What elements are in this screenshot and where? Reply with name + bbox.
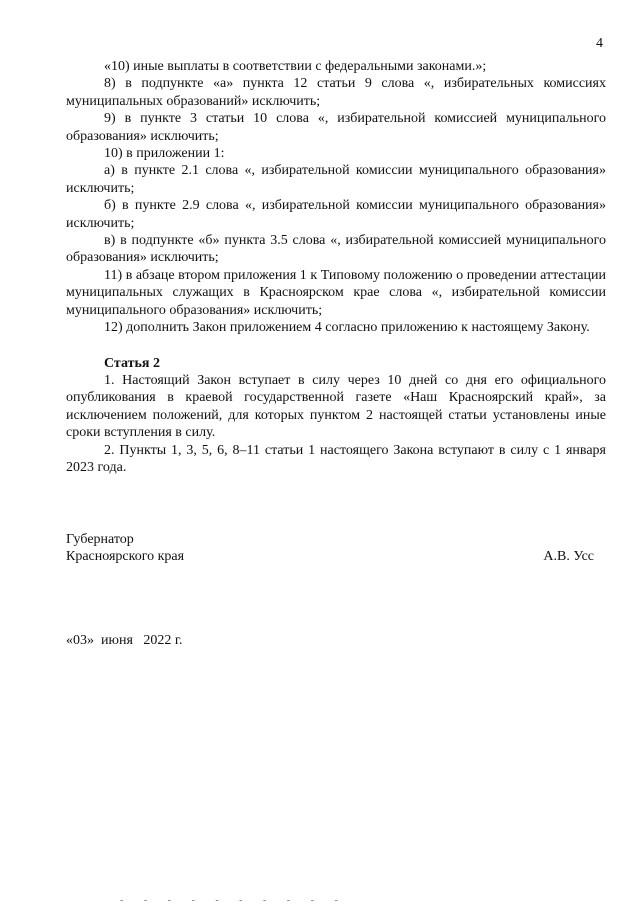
paragraph-item-11: 11) в абзаце втором приложения 1 к Типовому положению о проведении аттестации муниципальных служащих в Красноярском крае слова «, избирательной комиссии муниципального образования» исключить; <box>66 267 606 318</box>
signature-block <box>66 531 594 566</box>
signer-title-line-2: Красноярского края <box>66 549 185 565</box>
signer-title-line-1: Губернатор <box>66 532 134 547</box>
paragraph-item-10v: в) в подпункте «б» пункта 3.5 слова «, избирательной комиссией муниципального образования» исключить; <box>66 233 606 266</box>
article-2-title: Статья 2 <box>104 355 160 371</box>
paragraph-item-8: 8) в подпункте «а» пункта 12 статьи 9 слова «, избирательных комиссиях муниципальных образований» исключить; <box>66 76 606 109</box>
page-number: 4 <box>596 36 603 51</box>
document-body <box>66 58 606 476</box>
paragraph-item-9: 9) в пункте 3 статьи 10 слова «, избирательной комиссией муниципального образования» исключить; <box>66 111 606 144</box>
article-2-paragraph-1: 1. Настоящий Закон вступает в силу через 10 дней со дня его официального опубликования в краевой государственной газете «Наш Красноярский край», за исключением положений, для которых пунктом 2 настоящей статьи установлены иные сроки вступления в силу. <box>66 372 606 441</box>
paragraph-item-10b: б) в пункте 2.9 слова «, избирательной комиссии муниципального образования» исключить; <box>66 198 606 231</box>
paragraph-item-10a: а) в пункте 2.1 слова «, избирательной комиссии муниципального образования» исключить; <box>66 163 606 196</box>
paragraph-item-12: 12) дополнить Закон приложением 4 согласно приложению к настоящему Закону. <box>104 320 590 336</box>
paragraph-item-10: 10) в приложении 1: <box>104 146 225 162</box>
paragraph-item-10-text: «10) иные выплаты в соответствии с федеральными законами.»; <box>104 59 487 74</box>
signing-date: «03» июня 2022 г. <box>66 633 183 648</box>
article-2-paragraph-2: 2. Пункты 1, 3, 5, 6, 8–11 статьи 1 настоящего Закона вступают в силу с 1 января 2023 года. <box>66 442 606 475</box>
bottom-edge-marks: - - - - - - - - - - <box>120 895 347 906</box>
signer-name: А.В. Усс <box>543 549 594 565</box>
